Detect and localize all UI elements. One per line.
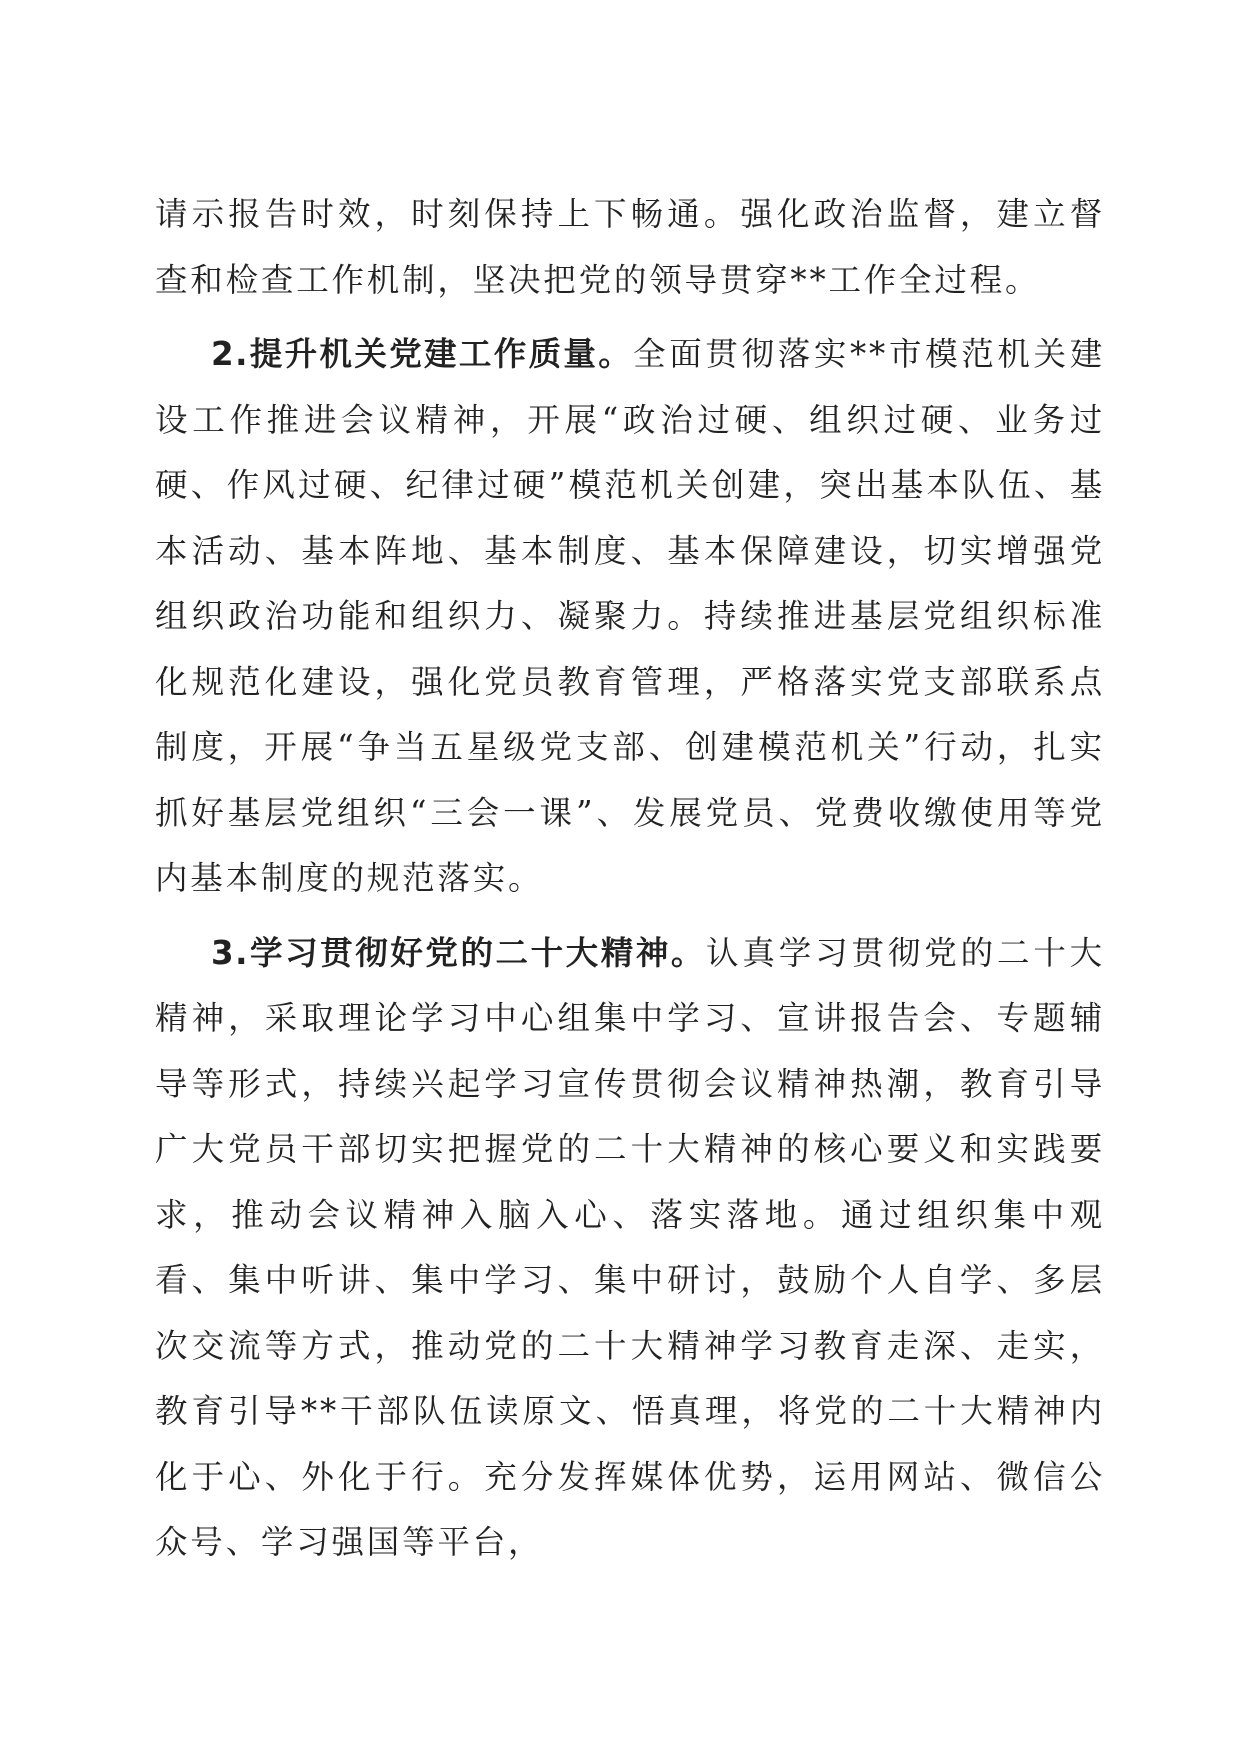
paragraph-twentieth-congress xyxy=(155,921,1105,1576)
paragraph-heading: 2.提升机关党建工作质量。 xyxy=(211,335,634,373)
paragraph-heading: 3.学习贯彻好党的二十大精神。 xyxy=(211,933,706,972)
paragraph-continued xyxy=(155,182,1105,313)
paragraph-text: 认真学习贯彻党的二十大精神，采取理论学习中心组集中学习、宣讲报告会、专题辅导等形式，持续兴起学习宣传贯彻会议精神热潮，教育引导广大党员干部切实把握党的二十大精神的核心要义和实践要求，推动会议精神入脑入心、落实落地。通过组织集中观看、集中听讲、集中学习、集中研讨，鼓励个人自学、多层次交流等方式，推动党的二十大精神学习教育走深、走实，教育引导**干部队伍读原文、悟真理，将党的二十大精神内化于心、外化于行。充分发挥媒体优势，运用网站、微信公众号、学习强国等平台， xyxy=(155,933,1105,1561)
paragraph-text: 全面贯彻落实**市模范机关建设工作推进会议精神，开展“政治过硬、组织过硬、业务过硬、作风过硬、纪律过硬”模范机关创建，突出基本队伍、基本活动、基本阵地、基本制度、基本保障建设，切实增强党组织政治功能和组织力、凝聚力。持续推进基层党组织标准化规范化建设，强化党员教育管理，严格落实党支部联系点制度，开展“争当五星级党支部、创建模范机关”行动，扎实抓好基层党组织“三会一课”、发展党员、党费收缴使用等党内基本制度的规范落实。 xyxy=(155,335,1105,897)
paragraph-text: 请示报告时效，时刻保持上下畅通。强化政治监督，建立督查和检查工作机制，坚决把党的领导贯穿**工作全过程。 xyxy=(155,195,1105,299)
document-body xyxy=(155,182,1105,1585)
paragraph-party-building xyxy=(155,322,1105,912)
